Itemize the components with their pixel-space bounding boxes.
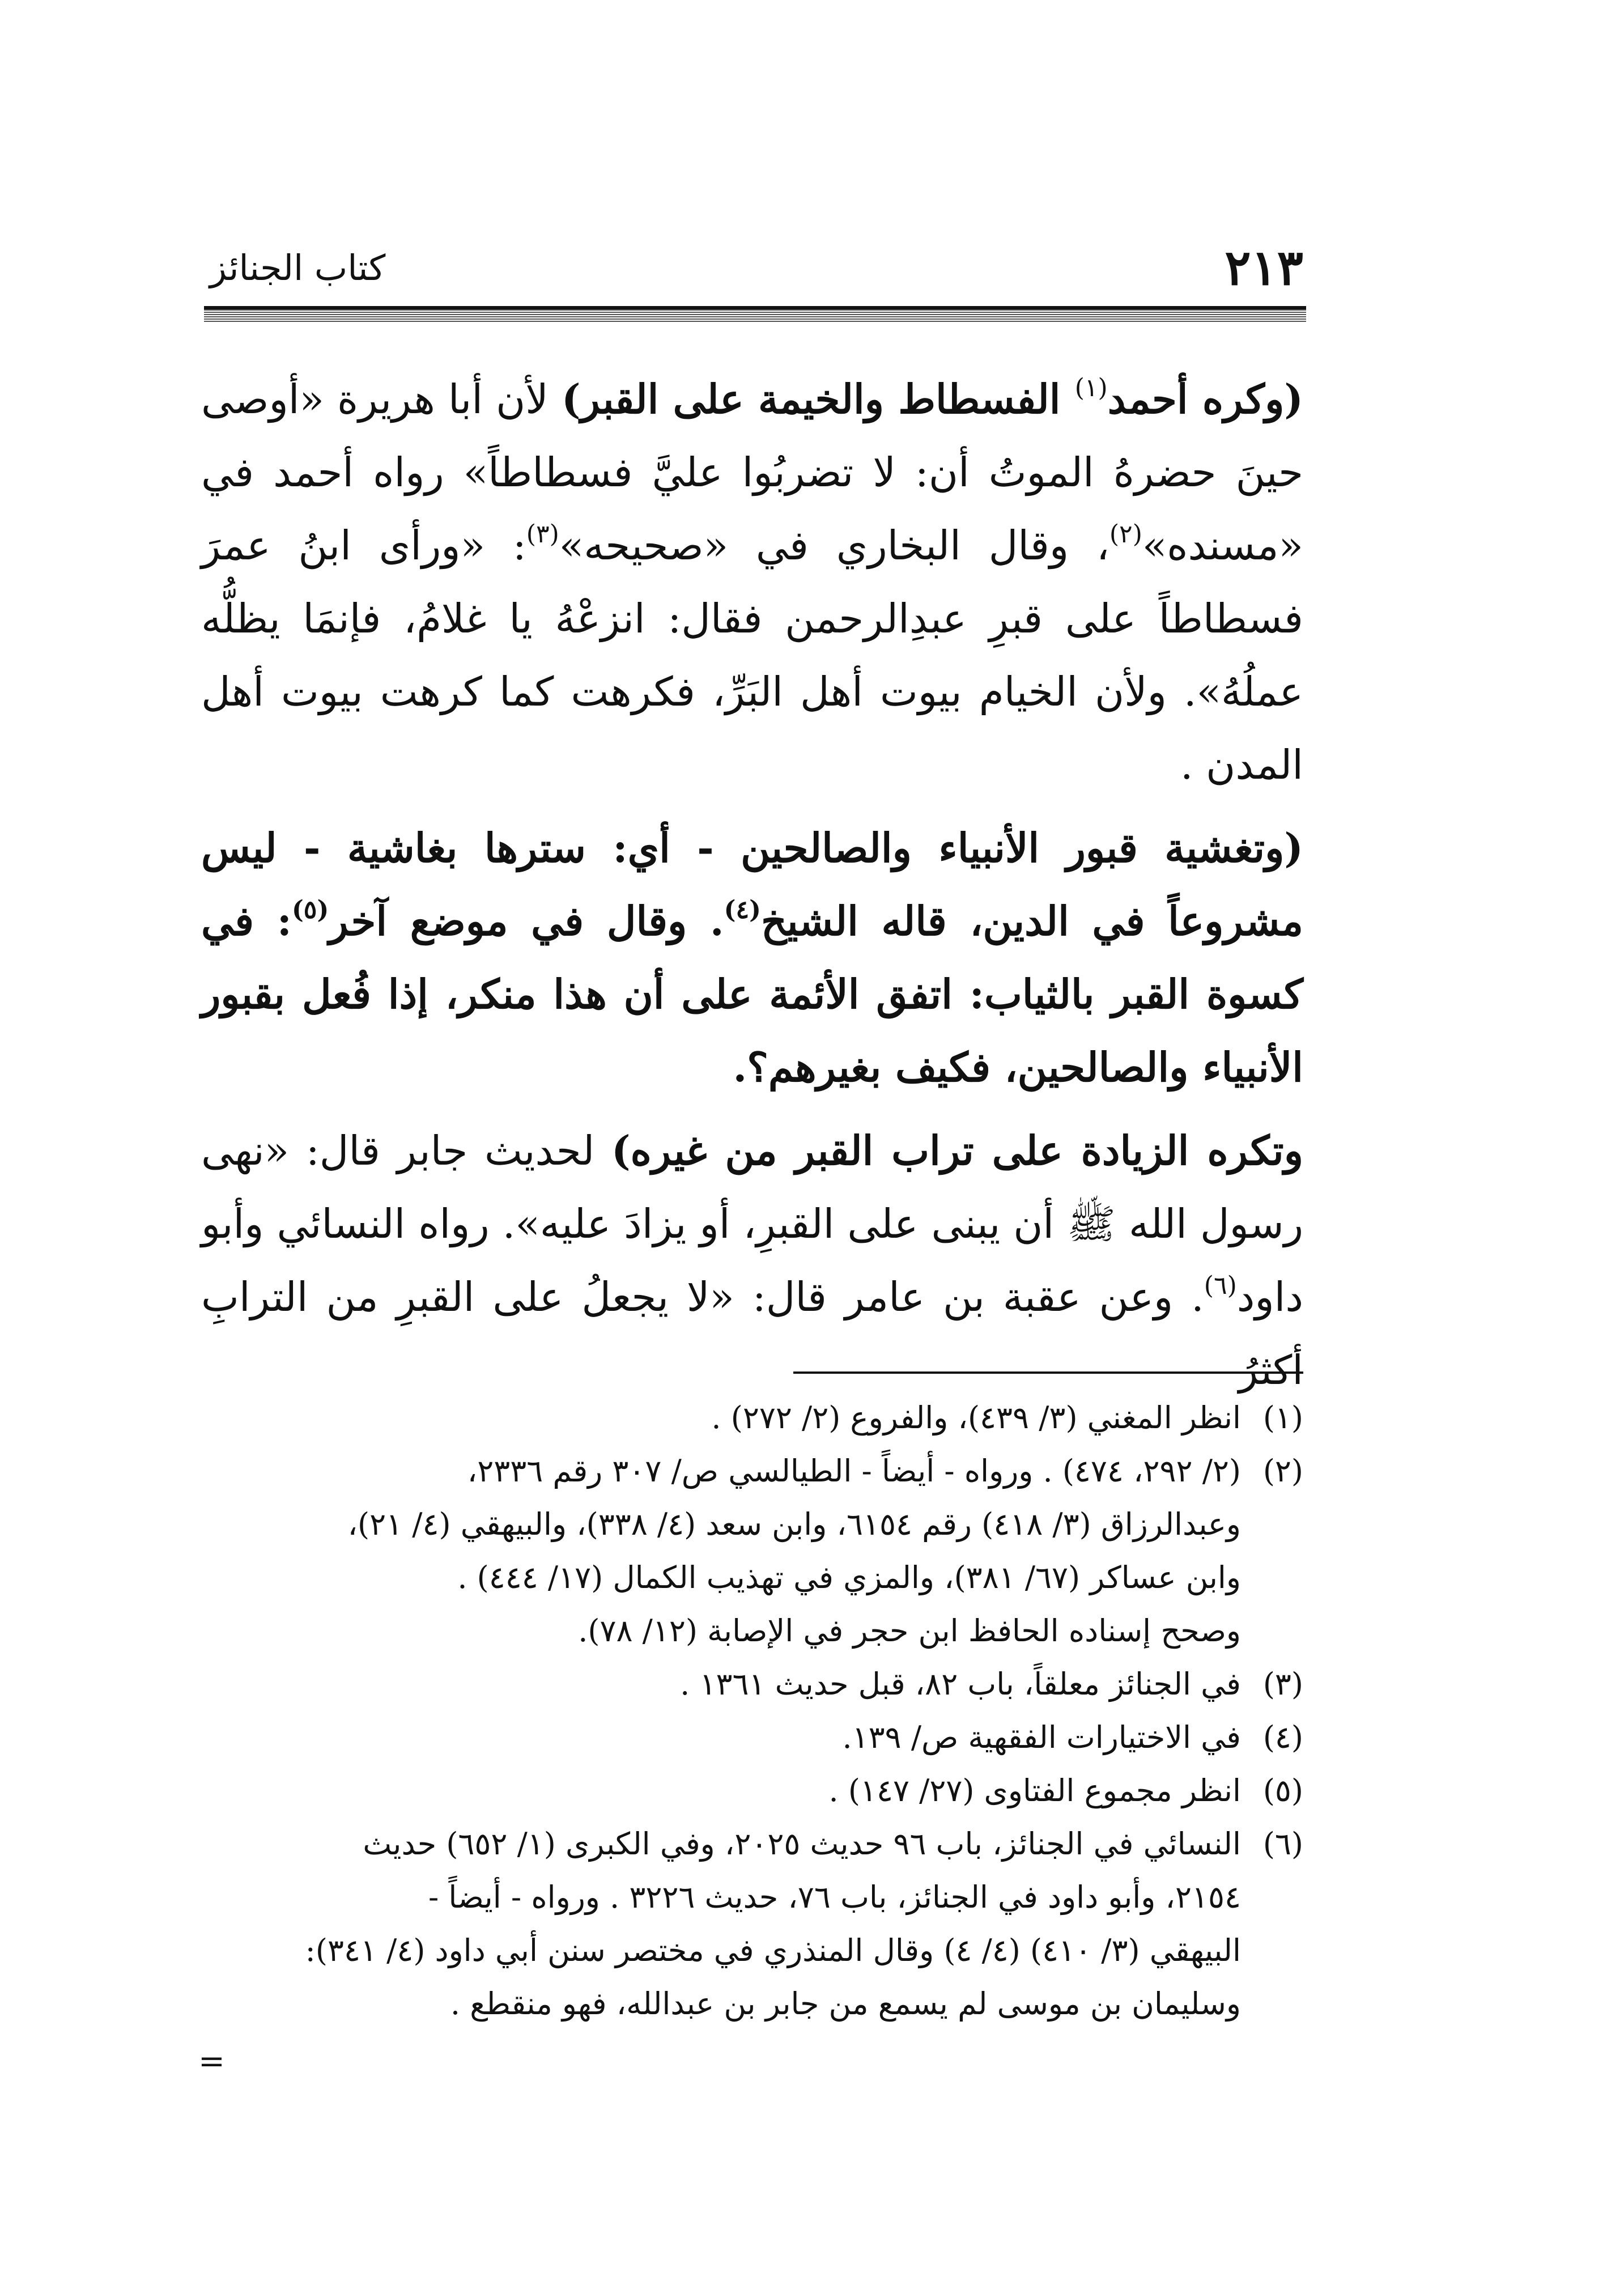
paragraph-1 — [201, 363, 1303, 801]
footnote-ref-6: (٦) — [1204, 1271, 1237, 1300]
footnotes — [193, 1391, 1303, 2031]
running-title: كتاب الجنائز — [210, 247, 386, 288]
footnote-separator — [793, 1371, 1303, 1374]
main-text — [201, 363, 1303, 1417]
footnote-line: وسليمان بن موسى لم يسمع من جابر بن عبدالله، فهو منقطع . — [450, 1986, 1241, 2022]
bold-text: (وتغشية قبور الأنبياء والصالحين - أي: سترها بغاشية - ليس مشروعاً في الدين، قاله الشيخ — [201, 824, 1303, 945]
footnote-line: ٢١٥٤، وأبو داود في الجنائز، باب ٧٦، حديث ٣٢٢٦ . ورواه - أيضاً - — [428, 1879, 1241, 1915]
body-text: . وعن عقبة بن عامر قال: «لا يجعلُ على القبرِ من الترابِ أكثرُ — [201, 1273, 1303, 1394]
footnote-number: (١) — [1262, 1400, 1303, 1436]
footnote-text: انظر مجموع الفتاوى (٢٧/ ١٤٧) . — [828, 1773, 1241, 1808]
bold-text: . وقال في موضع آخر — [329, 897, 724, 945]
footnote-2 — [193, 1445, 1303, 1498]
footnote-line: وعبدالرزاق (٣/ ٤١٨) رقم ٦١٥٤، وابن سعد (٤/ ٣٣٨)، والبيهقي (٤/ ٢١)، — [347, 1506, 1241, 1542]
bold-text: الفسطاط والخيمة على القبر) — [561, 375, 1075, 423]
footnote-ref-4: (٤) — [724, 895, 761, 924]
footnote-line: البيهقي (٣/ ٤١٠) (٤/ ٤) وقال المنذري في مختصر سنن أبي داود (٤/ ٣٤١): — [305, 1933, 1241, 1968]
page-header — [210, 238, 1303, 300]
footnote-text: النسائي في الجنائز، باب ٩٦ حديث ٢٠٢٥، وفي الكبرى (١/ ٦٥٢) حديث — [363, 1826, 1241, 1862]
footnote-1 — [193, 1391, 1303, 1445]
footnote-line: وابن عساكر (٦٧/ ٣٨١)، والمزي في تهذيب الكمال (١٧/ ٤٤٤) . — [457, 1560, 1241, 1595]
footnote-text: (٢/ ٢٩٢، ٤٧٤) . ورواه - أيضاً - الطيالسي ص/ ٣٠٧ رقم ٢٣٣٦، — [467, 1453, 1241, 1489]
footnote-5 — [193, 1764, 1303, 1818]
footnote-4 — [193, 1711, 1303, 1764]
body-text: : «ورأى ابنُ عمرَ فسطاطاً على قبرِ عبدِالرحمن فقال: انزعْهُ يا غلامُ، فإنمَا يظلُّه عملُهُ». ولأن الخيام بيوت أهل البَرِّ، فكرهت كما كرهت بيوت أهل المدن . — [201, 522, 1303, 788]
footnote-line: وصحح إسناده الحافظ ابن حجر في الإصابة (١٢/ ٧٨). — [578, 1613, 1241, 1649]
body-text: لأن أبا هريرة «أوصى حينَ حضرهُ الموتُ أن: لا تضربُوا عليَّ فسطاطاً» رواه أحمد في «مسنده» — [201, 376, 1303, 569]
footnote-text: انظر المغني (٣/ ٤٣٩)، والفروع (٢/ ٢٧٢) . — [711, 1400, 1241, 1436]
footnote-ref-5: (٥) — [291, 895, 329, 924]
footnote-number: (٤) — [1262, 1719, 1303, 1755]
continuation-mark: = — [198, 2043, 225, 2080]
footnote-ref-2: (٢) — [1109, 520, 1142, 549]
footnote-number: (٦) — [1262, 1826, 1303, 1862]
header-rule — [204, 306, 1306, 322]
footnote-ref-3: (٣) — [526, 520, 559, 549]
footnote-ref-1: (١) — [1074, 373, 1108, 402]
body-text: ، وقال البخاري في «صحيحه» — [559, 522, 1109, 569]
footnote-3 — [193, 1658, 1303, 1711]
bold-text: (وكره أحمد — [1107, 375, 1303, 423]
footnote-number: (٣) — [1262, 1666, 1303, 1702]
footnote-number: (٥) — [1262, 1773, 1303, 1808]
body-text: لحديث جابر قال: «نهى رسول الله ﷺ أن يبنى على القبرِ، أو يزادَ عليه». رواه النسائي وأبو داود — [201, 1127, 1303, 1320]
paragraph-3 — [201, 1114, 1303, 1407]
bold-text: وتكره الزيادة على تراب القبر من غيره) — [611, 1127, 1303, 1174]
paragraph-2 — [201, 812, 1303, 1104]
bold-text: : في كسوة القبر بالثياب: اتفق الأئمة على أن هذا منكر، إذا فُعل بقبور الأنبياء والصالحين، فكيف بغيرهم؟. — [201, 897, 1303, 1091]
page-number: ٢١٣ — [1225, 239, 1303, 296]
footnote-number: (٢) — [1262, 1453, 1303, 1489]
footnote-text: في الاختيارات الفقهية ص/ ١٣٩. — [842, 1719, 1241, 1755]
footnote-text: في الجنائز معلقاً، باب ٨٢، قبل حديث ١٣٦١ . — [680, 1666, 1241, 1702]
footnote-6 — [193, 1818, 1303, 1871]
